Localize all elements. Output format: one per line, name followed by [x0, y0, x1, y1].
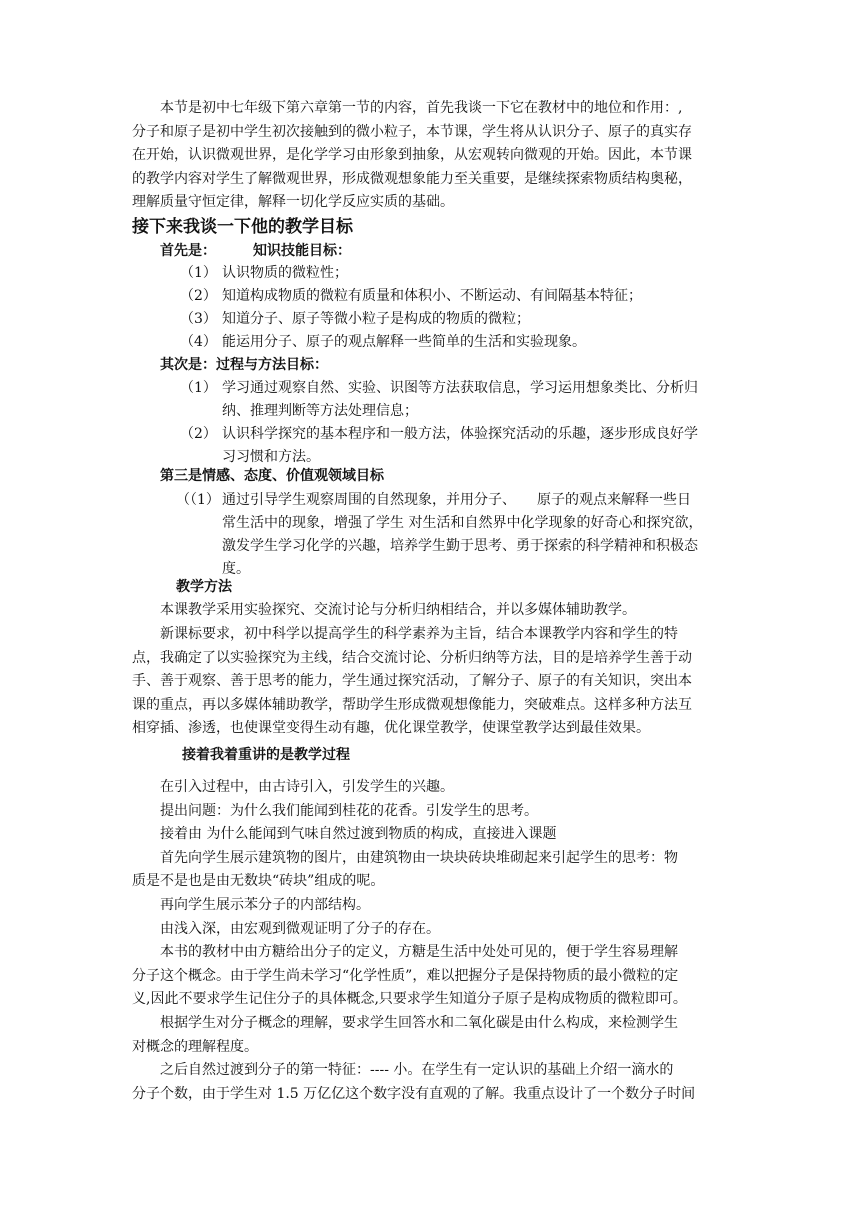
methods-heading: 教学方法 — [176, 579, 232, 595]
text-line: 课的重点，再以多媒体辅助教学，帮助学生形成微观想像能力，突破难点。这样多种方法互 — [132, 696, 692, 713]
methods-paragraph-1 — [132, 599, 732, 623]
text-line: 之后自然过渡到分子的第一特征：---- 小。在学生有一定认识的基础上介绍一滴水的 — [160, 1062, 674, 1079]
methods-paragraph-2 — [132, 623, 732, 741]
list-text: 度。 — [222, 561, 250, 577]
list-number: （2） — [180, 426, 217, 442]
list-number: （4） — [180, 334, 217, 350]
list-text: 认识物质的微粒性； — [222, 265, 348, 281]
list-number: （3） — [180, 311, 217, 327]
text-line: 本书的教材中由方糖给出分子的定义，方糖是生活中处处可见的，便于学生容易理解 — [160, 944, 678, 961]
list-number: （1） — [180, 265, 217, 281]
text-line: 在引入过程中，由古诗引入，引发学生的兴趣。 — [160, 779, 454, 795]
text-line: 再向学生展示苯分子的内部结构。 — [160, 896, 370, 913]
text-line: 理解质量守恒定律，解释一切化学反应实质的基础。 — [132, 194, 454, 211]
third-goal-title: 第三是情感、态度、价值观领域目标 — [160, 468, 384, 484]
list-text: 通过引导学生观察周围的自然现象，并用分子、 原子的观点来解释一些日 — [222, 492, 691, 508]
text-line: 的教学内容对学生了解微观世界，形成微观想象能力至关重要，是继续探索物质结构奥秘， — [132, 170, 692, 187]
goals-heading: 接下来我谈一下他的教学目标 — [132, 217, 353, 237]
list-number: （1） — [180, 380, 217, 396]
list-text: 知道分子、原子等微小粒子是构成的物质的微粒； — [222, 311, 530, 327]
list-text: 知道构成物质的微粒有质量和体积小、不断运动、有间隔基本特征； — [222, 288, 642, 304]
text-line: 手、善于观察、善于思考的能力，学生通过探究活动，了解分子、原子的有关知识，突出本 — [132, 673, 692, 690]
text-line: 分子这个概念。由于学生尚未学习“化学性质”，难以把握分子是保持物质的最小微粒的定 — [132, 967, 679, 984]
text-line: 本节是初中七年级下第六章第一节的内容，首先我谈一下它在教材中的地位和作用：, — [160, 100, 683, 116]
intro-paragraph — [132, 97, 732, 215]
process-paragraphs — [132, 776, 732, 1106]
text-line: 质是不是也是由无数块“砖块”组成的呢。 — [132, 873, 385, 890]
first-goal-label: 首先是： — [160, 243, 216, 259]
text-line: 新课标要求，初中科学以提高学生的科学素养为主旨，结合本课教学内容和学生的特 — [160, 626, 678, 642]
text-line: 对概念的理解程度。 — [132, 1038, 258, 1055]
text-line: 义,因此不要求学生记住分子的具体概念,只要求学生知道分子原子是构成物质的微粒即可。 — [132, 991, 687, 1008]
list-text: 纳、推理判断等方法处理信息； — [222, 403, 418, 419]
text-line: 由浅入深，由宏观到微观证明了分子的存在。 — [160, 920, 440, 937]
text-line: 本课教学采用实验探究、交流讨论与分析归纳相结合，并以多媒体辅助教学。 — [160, 602, 636, 618]
text-line: 提出问题：为什么我们能闻到桂花的花香。引发学生的思考。 — [160, 802, 538, 819]
list-text: 认识科学探究的基本程序和一般方法，体验探究活动的乐趣，逐步形成良好学 — [222, 426, 698, 442]
list-text: 激发学生学习化学的兴趣，培养学生勤于思考、勇于探索的科学精神和积极态 — [222, 538, 698, 554]
second-goal-title: 其次是：过程与方法目标： — [160, 357, 328, 373]
text-line: 分子个数，由于学生对 1.5 万亿亿这个数字没有直观的了解。我重点设计了一个数分子时间 — [132, 1085, 696, 1102]
list-text: 能运用分子、原子的观点解释一些简单的生活和实验现象。 — [222, 334, 586, 350]
text-line: 根据学生对分子概念的理解，要求学生回答水和二氧化碳是由什么构成，来检测学生 — [160, 1014, 678, 1031]
list-text: 习习惯和方法。 — [222, 449, 320, 465]
list-number: （2） — [180, 288, 217, 304]
list-number: （（1） — [176, 492, 220, 508]
list-text: 学习通过观察自然、实验、识图等方法获取信息，学习运用想象类比、分析归 — [222, 380, 698, 396]
text-line: 首先向学生展示建筑物的图片，由建筑物由一块块砖块堆砌起来引起学生的思考：物 — [160, 849, 678, 866]
text-line: 分子和原子是初中学生初次接触到的微小粒子，本节课，学生将从认识分子、原子的真实存 — [132, 123, 692, 140]
first-goal-title: 知识技能目标： — [253, 243, 351, 259]
text-line: 接着由 为什么能闻到气味自然过渡到物质的构成，直接进入课题 — [160, 826, 557, 843]
text-line: 点，我确定了以实验探究为主线，结合交流讨论、分析归纳等方法，目的是培养学生善于动 — [132, 649, 692, 666]
process-heading: 接着我着重讲的是教学过程 — [182, 747, 350, 763]
text-line: 在开始，认识微观世界，是化学学习由形象到抽象，从宏观转向微观的开始。因此，本节课 — [132, 147, 692, 164]
list-text: 常生活中的现象，增强了学生 对生活和自然界中化学现象的好奇心和探究欲， — [222, 515, 703, 531]
text-line: 相穿插、渗透，也使课堂变得生动有趣，优化课堂教学，使课堂教学达到最佳效果。 — [132, 720, 650, 737]
